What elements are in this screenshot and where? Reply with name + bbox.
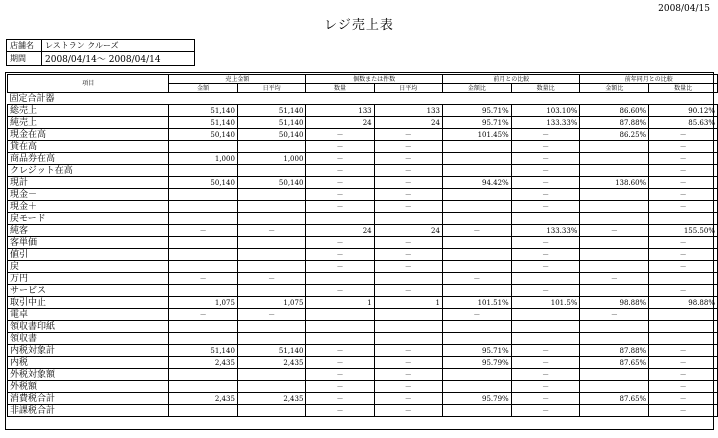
cell-value bbox=[442, 321, 511, 333]
cell-value: 24 bbox=[306, 225, 374, 237]
cell-value: － bbox=[649, 369, 718, 381]
table-row bbox=[8, 153, 718, 165]
sales-table bbox=[7, 74, 718, 417]
table-row bbox=[8, 165, 718, 177]
cell-value: － bbox=[374, 141, 442, 153]
row-label: 取引中止 bbox=[8, 297, 169, 309]
cell-value bbox=[169, 333, 238, 345]
row-label: 貸在高 bbox=[8, 141, 169, 153]
table-row bbox=[8, 369, 718, 381]
cell-value: － bbox=[511, 381, 580, 393]
cell-value: 2,435 bbox=[169, 393, 238, 405]
cell-value: － bbox=[306, 129, 374, 141]
table-row bbox=[8, 201, 718, 213]
cell-value bbox=[580, 333, 649, 345]
row-label: 外税額 bbox=[8, 381, 169, 393]
cell-value: － bbox=[511, 165, 580, 177]
cell-value: 24 bbox=[306, 117, 374, 129]
header-item: 項目 bbox=[8, 75, 169, 93]
cell-value: － bbox=[169, 309, 238, 321]
cell-value bbox=[169, 237, 238, 249]
cell-value: － bbox=[649, 237, 718, 249]
cell-value: 2,435 bbox=[237, 357, 306, 369]
cell-value bbox=[306, 213, 374, 225]
cell-value: 155.50% bbox=[649, 225, 718, 237]
cell-value: － bbox=[649, 393, 718, 405]
cell-value: － bbox=[374, 201, 442, 213]
cell-value: － bbox=[306, 141, 374, 153]
header-sub: 日平均 bbox=[374, 84, 442, 93]
table-row bbox=[8, 381, 718, 393]
cell-value bbox=[169, 141, 238, 153]
cell-value: 90.12% bbox=[649, 105, 718, 117]
cell-value bbox=[374, 309, 442, 321]
cell-value: － bbox=[374, 129, 442, 141]
cell-value: 87.88% bbox=[580, 117, 649, 129]
row-label: 戻モード bbox=[8, 213, 169, 225]
cell-value: 95.71% bbox=[442, 105, 511, 117]
cell-value bbox=[511, 309, 580, 321]
cell-value: － bbox=[237, 309, 306, 321]
cell-value bbox=[169, 189, 238, 201]
cell-value: － bbox=[580, 225, 649, 237]
table-row bbox=[8, 129, 718, 141]
table-row bbox=[8, 213, 718, 225]
cell-value bbox=[442, 189, 511, 201]
cell-value: 98.88% bbox=[649, 297, 718, 309]
period-value: 2008/04/14～ 2008/04/14 bbox=[42, 52, 195, 66]
table-row bbox=[8, 105, 718, 117]
cell-value: － bbox=[306, 357, 374, 369]
cell-value bbox=[306, 321, 374, 333]
cell-value: － bbox=[374, 237, 442, 249]
cell-value: 51,140 bbox=[237, 105, 306, 117]
cell-value: － bbox=[649, 261, 718, 273]
store-info-table bbox=[6, 39, 195, 66]
period-label: 期間 bbox=[7, 52, 42, 66]
cell-value bbox=[169, 249, 238, 261]
cell-value: － bbox=[306, 165, 374, 177]
cell-value: － bbox=[511, 369, 580, 381]
cell-value bbox=[580, 369, 649, 381]
cell-value: － bbox=[306, 189, 374, 201]
cell-value bbox=[237, 333, 306, 345]
cell-value bbox=[511, 321, 580, 333]
cell-value: 2,435 bbox=[169, 357, 238, 369]
cell-value bbox=[237, 381, 306, 393]
cell-value: － bbox=[649, 381, 718, 393]
header-sub: 金額 bbox=[169, 84, 238, 93]
cell-value: － bbox=[511, 261, 580, 273]
cell-value: － bbox=[511, 393, 580, 405]
cell-value: － bbox=[649, 189, 718, 201]
cell-value: 95.79% bbox=[442, 357, 511, 369]
table-row bbox=[8, 297, 718, 309]
cell-value: － bbox=[374, 381, 442, 393]
table-row bbox=[8, 189, 718, 201]
cell-value: － bbox=[649, 357, 718, 369]
row-label: 領収書 bbox=[8, 333, 169, 345]
cell-value bbox=[442, 165, 511, 177]
table-row bbox=[8, 285, 718, 297]
table-row bbox=[8, 237, 718, 249]
cell-value: 85.63% bbox=[649, 117, 718, 129]
cell-value: 51,140 bbox=[237, 117, 306, 129]
cell-value: 24 bbox=[374, 117, 442, 129]
cell-value bbox=[580, 213, 649, 225]
cell-value: 50,140 bbox=[169, 129, 238, 141]
cell-value bbox=[511, 273, 580, 285]
cell-value bbox=[237, 285, 306, 297]
cell-value bbox=[580, 321, 649, 333]
cell-value: 133 bbox=[306, 105, 374, 117]
cell-value: － bbox=[649, 129, 718, 141]
cell-value: － bbox=[374, 285, 442, 297]
cell-value: 51,140 bbox=[169, 105, 238, 117]
cell-value: － bbox=[442, 309, 511, 321]
store-label: 店舗名 bbox=[7, 40, 42, 52]
cell-value: － bbox=[306, 177, 374, 189]
cell-value: － bbox=[306, 153, 374, 165]
table-row bbox=[8, 333, 718, 345]
cell-value: － bbox=[237, 225, 306, 237]
row-label: クレジット在高 bbox=[8, 165, 169, 177]
cell-value bbox=[649, 309, 718, 321]
header-sub: 金額比 bbox=[442, 84, 511, 93]
cell-value: － bbox=[374, 357, 442, 369]
table-row bbox=[8, 177, 718, 189]
cell-value: 94.42% bbox=[442, 177, 511, 189]
cell-value: － bbox=[442, 225, 511, 237]
header-sub: 金額比 bbox=[580, 84, 649, 93]
row-label: 値引 bbox=[8, 249, 169, 261]
cell-value: 103.10% bbox=[511, 105, 580, 117]
cell-value bbox=[169, 321, 238, 333]
cell-value bbox=[580, 249, 649, 261]
cell-value: － bbox=[306, 249, 374, 261]
cell-value bbox=[374, 321, 442, 333]
cell-value: 87.88% bbox=[580, 345, 649, 357]
cell-value bbox=[580, 201, 649, 213]
cell-value: 87.65% bbox=[580, 357, 649, 369]
row-label: 領収書印紙 bbox=[8, 321, 169, 333]
table-row bbox=[8, 345, 718, 357]
cell-value: － bbox=[306, 237, 374, 249]
header-group-prev-year: 前年同月との比較 bbox=[580, 75, 718, 84]
row-label: 現計 bbox=[8, 177, 169, 189]
cell-value: 86.60% bbox=[580, 105, 649, 117]
section-label: 固定合計器 bbox=[8, 93, 718, 105]
cell-value bbox=[580, 153, 649, 165]
cell-value: 95.79% bbox=[442, 393, 511, 405]
store-value: レストラン クルーズ bbox=[42, 40, 195, 52]
cell-value: － bbox=[511, 249, 580, 261]
cell-value bbox=[237, 165, 306, 177]
table-row bbox=[8, 261, 718, 273]
cell-value: － bbox=[649, 405, 718, 417]
cell-value bbox=[306, 333, 374, 345]
cell-value bbox=[649, 321, 718, 333]
cell-value bbox=[442, 237, 511, 249]
cell-value: 51,140 bbox=[237, 345, 306, 357]
cell-value bbox=[169, 261, 238, 273]
header-sub: 数量比 bbox=[649, 84, 718, 93]
row-label: 消費税合計 bbox=[8, 393, 169, 405]
cell-value: － bbox=[511, 237, 580, 249]
table-row bbox=[8, 405, 718, 417]
table-row bbox=[8, 225, 718, 237]
cell-value: 133 bbox=[374, 105, 442, 117]
row-label: 戻 bbox=[8, 261, 169, 273]
cell-value bbox=[442, 369, 511, 381]
cell-value: 1,000 bbox=[169, 153, 238, 165]
cell-value: － bbox=[649, 285, 718, 297]
cell-value bbox=[374, 213, 442, 225]
table-row bbox=[8, 321, 718, 333]
cell-value: － bbox=[374, 153, 442, 165]
cell-value: 24 bbox=[374, 225, 442, 237]
header-sub: 数量比 bbox=[511, 84, 580, 93]
cell-value bbox=[580, 261, 649, 273]
cell-value: 1 bbox=[374, 297, 442, 309]
cell-value bbox=[237, 201, 306, 213]
cell-value: － bbox=[374, 393, 442, 405]
cell-value: 51,140 bbox=[169, 117, 238, 129]
report-date: 2008/04/15 bbox=[658, 4, 710, 14]
cell-value bbox=[442, 201, 511, 213]
cell-value bbox=[442, 261, 511, 273]
cell-value bbox=[169, 285, 238, 297]
cell-value: － bbox=[580, 273, 649, 285]
cell-value bbox=[237, 321, 306, 333]
row-label: 現金－ bbox=[8, 189, 169, 201]
row-label: 現金＋ bbox=[8, 201, 169, 213]
cell-value: － bbox=[374, 249, 442, 261]
row-label: 現金在高 bbox=[8, 129, 169, 141]
table-row bbox=[8, 273, 718, 285]
cell-value: － bbox=[511, 201, 580, 213]
cell-value bbox=[374, 273, 442, 285]
cell-value: 1,075 bbox=[237, 297, 306, 309]
cell-value: － bbox=[511, 405, 580, 417]
cell-value: － bbox=[511, 177, 580, 189]
cell-value bbox=[580, 381, 649, 393]
cell-value: － bbox=[511, 345, 580, 357]
cell-value: 98.88% bbox=[580, 297, 649, 309]
header-sub: 数量 bbox=[306, 84, 374, 93]
cell-value: － bbox=[374, 165, 442, 177]
cell-value bbox=[442, 213, 511, 225]
cell-value: 95.71% bbox=[442, 345, 511, 357]
cell-value: － bbox=[442, 273, 511, 285]
cell-value: － bbox=[374, 345, 442, 357]
cell-value bbox=[306, 273, 374, 285]
cell-value bbox=[580, 189, 649, 201]
cell-value: － bbox=[374, 177, 442, 189]
cell-value: － bbox=[306, 201, 374, 213]
cell-value bbox=[169, 405, 238, 417]
cell-value: 95.71% bbox=[442, 117, 511, 129]
cell-value bbox=[374, 333, 442, 345]
cell-value: 101.51% bbox=[442, 297, 511, 309]
cell-value bbox=[442, 153, 511, 165]
cell-value bbox=[237, 249, 306, 261]
row-label: 純売上 bbox=[8, 117, 169, 129]
row-label: サービス bbox=[8, 285, 169, 297]
cell-value: 1,000 bbox=[237, 153, 306, 165]
cell-value bbox=[306, 309, 374, 321]
cell-value bbox=[580, 405, 649, 417]
header-group-sales: 売上金額 bbox=[169, 75, 306, 84]
cell-value: － bbox=[649, 153, 718, 165]
cell-value bbox=[442, 141, 511, 153]
cell-value: 50,140 bbox=[237, 129, 306, 141]
header-sub: 日平均 bbox=[237, 84, 306, 93]
cell-value bbox=[237, 141, 306, 153]
row-label: 非課税合計 bbox=[8, 405, 169, 417]
cell-value bbox=[169, 165, 238, 177]
table-body bbox=[8, 93, 718, 417]
cell-value: － bbox=[511, 357, 580, 369]
cell-value: － bbox=[374, 405, 442, 417]
cell-value bbox=[169, 381, 238, 393]
cell-value: － bbox=[374, 261, 442, 273]
row-label: 総売上 bbox=[8, 105, 169, 117]
cell-value: 133.33% bbox=[511, 117, 580, 129]
row-label: 商品券在高 bbox=[8, 153, 169, 165]
row-label: 外税対象額 bbox=[8, 369, 169, 381]
section-row bbox=[8, 93, 718, 105]
cell-value: － bbox=[169, 273, 238, 285]
cell-value: － bbox=[306, 261, 374, 273]
cell-value: － bbox=[649, 141, 718, 153]
cell-value: 1 bbox=[306, 297, 374, 309]
cell-value: 87.65% bbox=[580, 393, 649, 405]
cell-value bbox=[580, 285, 649, 297]
cell-value bbox=[237, 189, 306, 201]
cell-value: 138.60% bbox=[580, 177, 649, 189]
cell-value: － bbox=[511, 153, 580, 165]
cell-value bbox=[442, 249, 511, 261]
header-group-prev-month: 前月との比較 bbox=[442, 75, 580, 84]
row-label: 万円 bbox=[8, 273, 169, 285]
cell-value: 2,435 bbox=[237, 393, 306, 405]
report-title: レジ売上表 bbox=[324, 18, 394, 33]
cell-value: － bbox=[511, 129, 580, 141]
table-row bbox=[8, 141, 718, 153]
cell-value: 101.45% bbox=[442, 129, 511, 141]
cell-value bbox=[237, 405, 306, 417]
header-group-count: 個数または件数 bbox=[306, 75, 443, 84]
cell-value bbox=[649, 333, 718, 345]
cell-value: 1,075 bbox=[169, 297, 238, 309]
cell-value bbox=[442, 333, 511, 345]
cell-value bbox=[169, 369, 238, 381]
cell-value: 50,140 bbox=[237, 177, 306, 189]
cell-value bbox=[580, 141, 649, 153]
cell-value bbox=[442, 381, 511, 393]
row-label: 純客 bbox=[8, 225, 169, 237]
table-row bbox=[8, 309, 718, 321]
cell-value bbox=[237, 369, 306, 381]
table-row bbox=[8, 357, 718, 369]
cell-value bbox=[237, 261, 306, 273]
cell-value bbox=[649, 273, 718, 285]
row-label: 内税対象計 bbox=[8, 345, 169, 357]
cell-value: － bbox=[306, 393, 374, 405]
cell-value: 51,140 bbox=[169, 345, 238, 357]
cell-value: － bbox=[306, 369, 374, 381]
cell-value: － bbox=[511, 285, 580, 297]
cell-value: － bbox=[169, 225, 238, 237]
table-row bbox=[8, 117, 718, 129]
cell-value bbox=[237, 237, 306, 249]
row-label: 内税 bbox=[8, 357, 169, 369]
cell-value: － bbox=[649, 165, 718, 177]
cell-value: － bbox=[649, 201, 718, 213]
cell-value bbox=[580, 165, 649, 177]
cell-value bbox=[649, 213, 718, 225]
cell-value bbox=[511, 213, 580, 225]
cell-value: 101.5% bbox=[511, 297, 580, 309]
table-row bbox=[8, 393, 718, 405]
cell-value: － bbox=[374, 369, 442, 381]
cell-value: － bbox=[511, 189, 580, 201]
cell-value: － bbox=[649, 345, 718, 357]
cell-value: － bbox=[649, 249, 718, 261]
cell-value bbox=[442, 405, 511, 417]
cell-value: 133.33% bbox=[511, 225, 580, 237]
cell-value: 50,140 bbox=[169, 177, 238, 189]
row-label: 電卓 bbox=[8, 309, 169, 321]
cell-value: － bbox=[580, 309, 649, 321]
table-row bbox=[8, 249, 718, 261]
cell-value: 86.25% bbox=[580, 129, 649, 141]
cell-value bbox=[580, 237, 649, 249]
cell-value: － bbox=[374, 189, 442, 201]
cell-value: － bbox=[306, 381, 374, 393]
cell-value: － bbox=[649, 177, 718, 189]
cell-value: － bbox=[511, 141, 580, 153]
cell-value bbox=[169, 213, 238, 225]
cell-value bbox=[442, 285, 511, 297]
cell-value: － bbox=[306, 345, 374, 357]
row-label: 客単価 bbox=[8, 237, 169, 249]
cell-value bbox=[511, 333, 580, 345]
cell-value: － bbox=[306, 405, 374, 417]
cell-value bbox=[169, 201, 238, 213]
cell-value bbox=[237, 213, 306, 225]
cell-value: － bbox=[237, 273, 306, 285]
cell-value: － bbox=[306, 285, 374, 297]
